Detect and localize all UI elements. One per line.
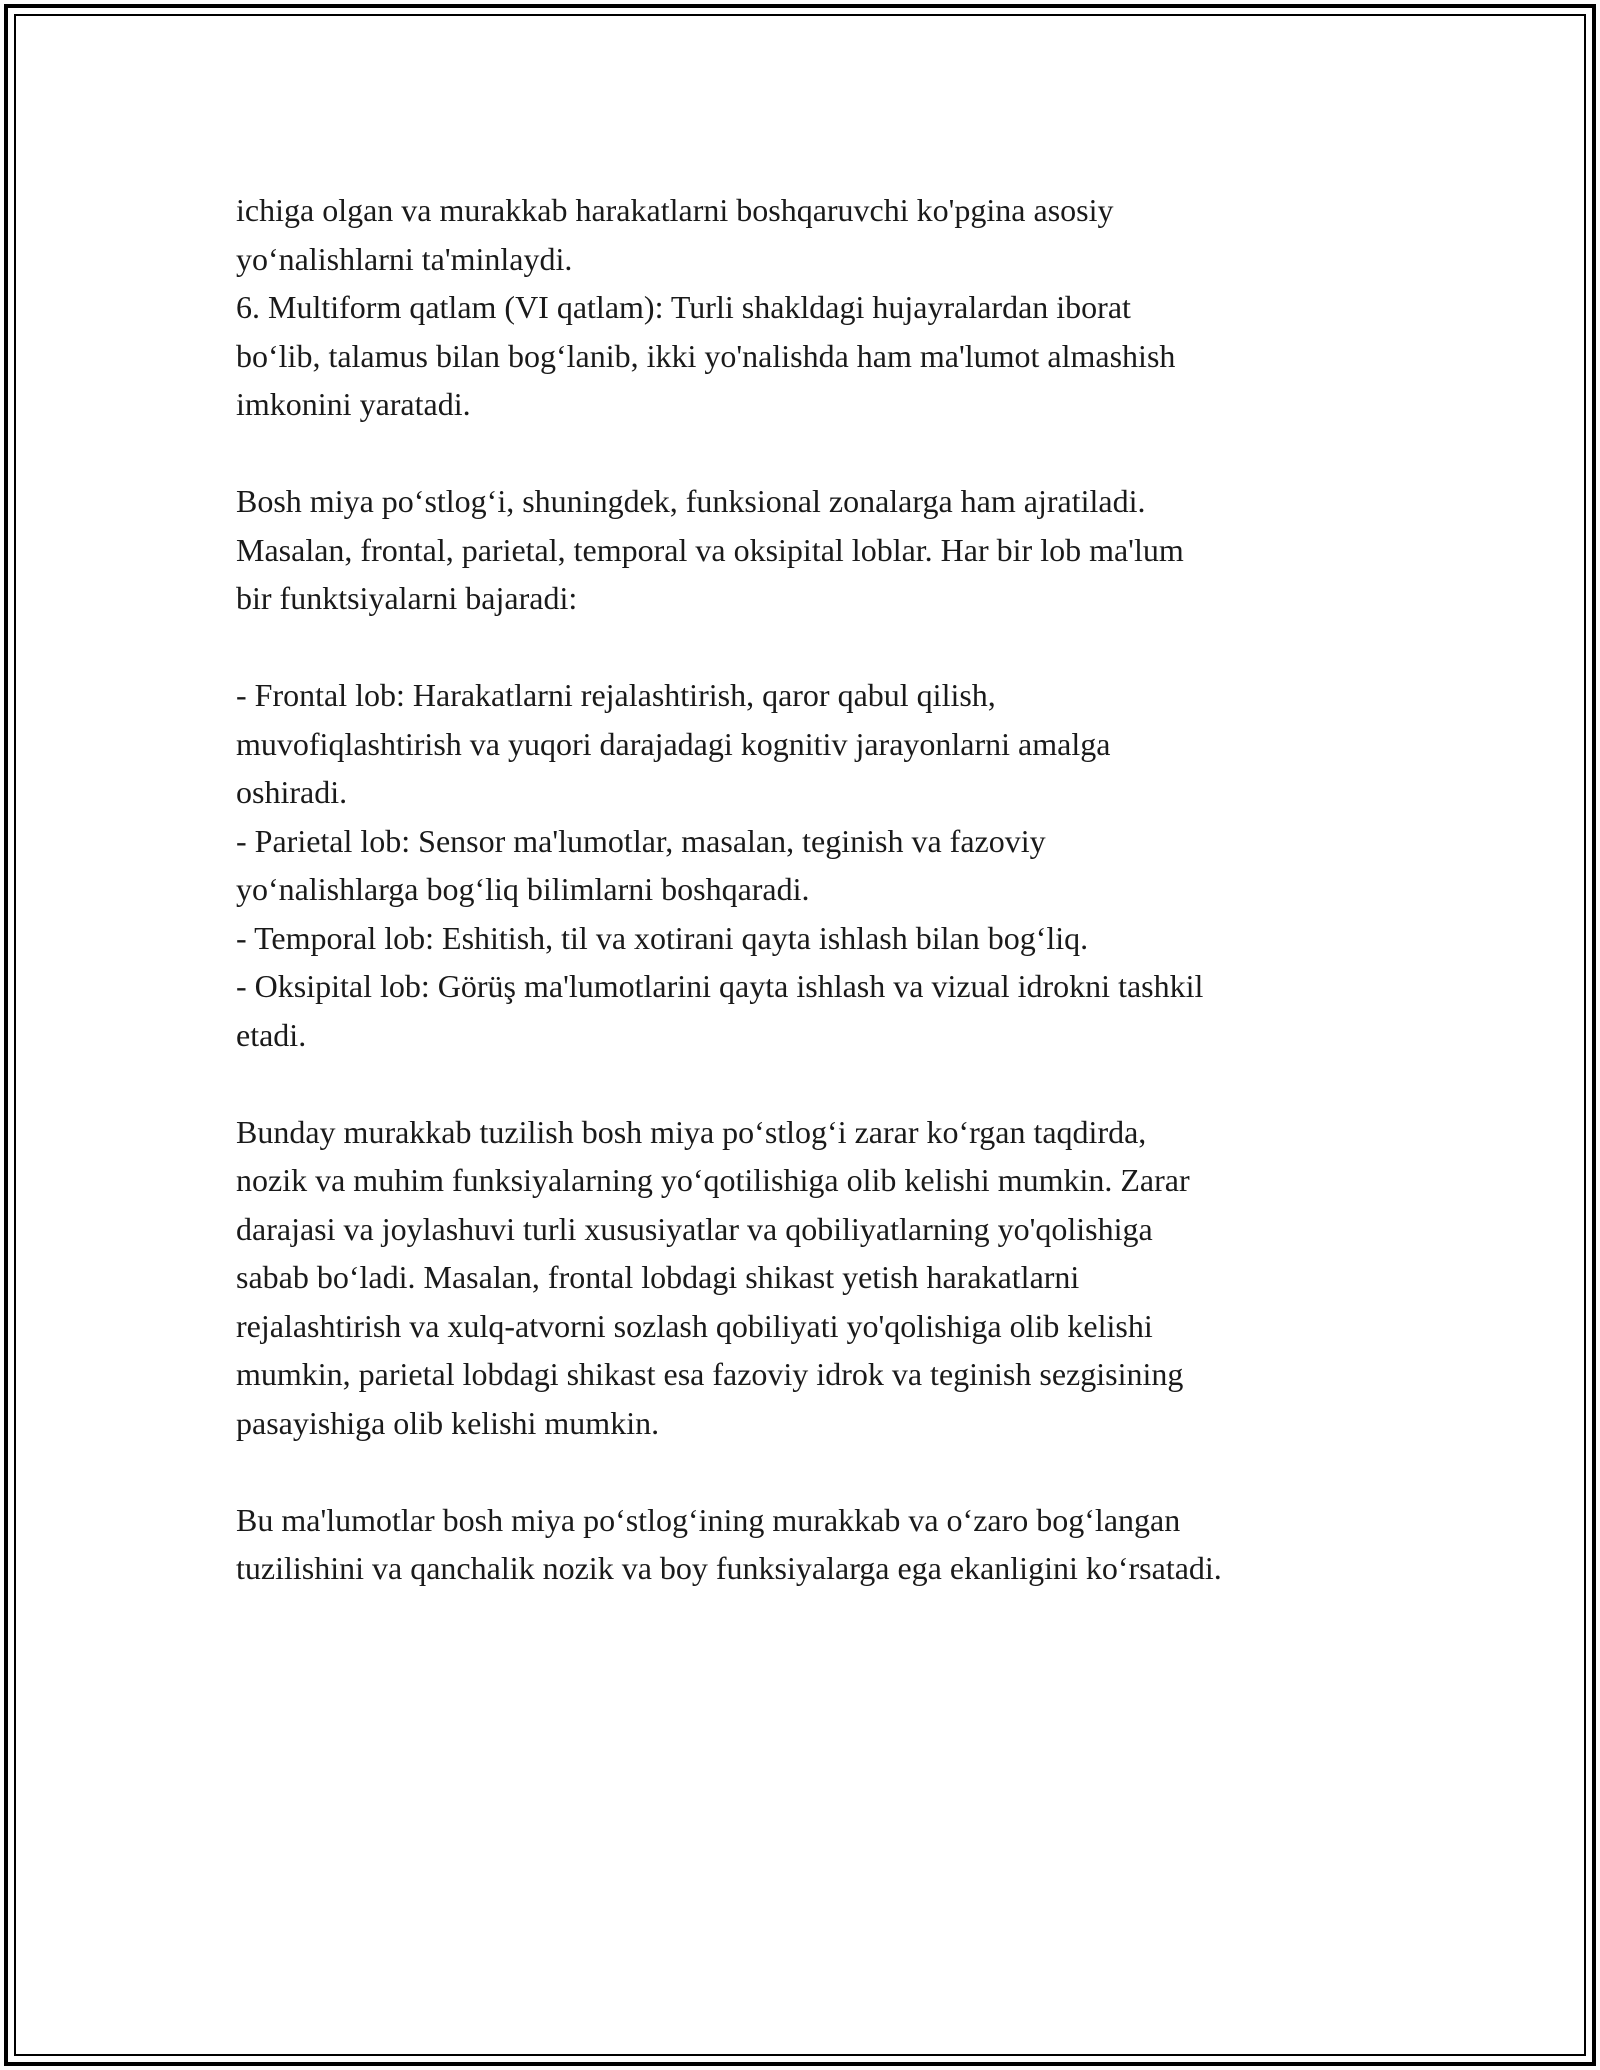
text-line: ichiga olgan va murakkab harakatlarni boshqaruvchi ko'pgina asosiy: [236, 192, 1114, 228]
text-line: darajasi va joylashuvi turli xususiyatlar va qobiliyatlarning yo'qolishiga: [236, 1210, 1153, 1247]
paragraph-gap: [236, 1059, 1386, 1108]
text-line: sabab bo‘ladi. Masalan, frontal lobdagi shikast yetish harakatlarni: [236, 1259, 1080, 1295]
text-line: 6. Multiform qatlam (VI qatlam): Turli shakldagi hujayralardan iborat: [236, 289, 1131, 325]
text-line: Masalan, frontal, parietal, temporal va oksipital loblar. Har bir lob ma'lum: [236, 531, 1184, 568]
text-line: Bu ma'lumotlar bosh miya po‘stlog‘ining murakkab va o‘zaro bog‘langan: [236, 1501, 1181, 1538]
text-line: muvofiqlashtirish va yuqori darajadagi kognitiv jarayonlarni amalga: [236, 725, 1111, 762]
text-line: yo‘nalishlarga bog‘liq bilimlarni boshqaradi.: [236, 871, 810, 907]
text-line: bo‘lib, talamus bilan bog‘lanib, ikki yo'nalishda ham ma'lumot almashish: [236, 337, 1176, 374]
text-line: pasayishiga olib kelishi mumkin.: [236, 1404, 660, 1441]
text-line: - Frontal lob: Harakatlarni rejalashtirish, qaror qabul qilish,: [236, 677, 996, 713]
document-body: [236, 186, 1386, 1593]
text-line: Bosh miya po‘stlog‘i, shuningdek, funksional zonalarga ham ajratiladi.: [236, 483, 1146, 519]
text-line: nozik va muhim funksiyalarning yo‘qotilishiga olib kelishi mumkin. Zarar: [236, 1162, 1190, 1198]
text-line: tuzilishini va qanchalik nozik va boy funksiyalarga ega ekanligini ko‘rsatadi.: [236, 1550, 1222, 1586]
text-line: imkonini yaratadi.: [236, 386, 471, 422]
paragraph-gap: [236, 429, 1386, 478]
text-line: oshiradi.: [236, 774, 348, 810]
text-line: etadi.: [236, 1016, 307, 1053]
text-line: bir funktsiyalarni bajaradi:: [236, 580, 578, 616]
text-line: - Temporal lob: Eshitish, til va xotirani qayta ishlash bilan bog‘liq.: [236, 919, 1089, 956]
text-line: rejalashtirish va xulq-atvorni sozlash qobiliyati yo'qolishiga olib kelishi: [236, 1307, 1153, 1344]
text-line: - Oksipital lob: Görüş ma'lumotlarini qayta ishlash va vizual idrokni tashkil: [236, 968, 1204, 1004]
text-line: mumkin, parietal lobdagi shikast esa fazoviy idrok va teginish sezgisining: [236, 1356, 1184, 1392]
text-line: Bunday murakkab tuzilish bosh miya po‘stlog‘i zarar ko‘rgan taqdirda,: [236, 1113, 1147, 1150]
text-line: - Parietal lob: Sensor ma'lumotlar, masalan, teginish va fazoviy: [236, 822, 1046, 859]
paragraph-gap: [236, 623, 1386, 672]
paragraph-gap: [236, 1447, 1386, 1496]
text-line: yo‘nalishlarni ta'minlaydi.: [236, 240, 573, 277]
